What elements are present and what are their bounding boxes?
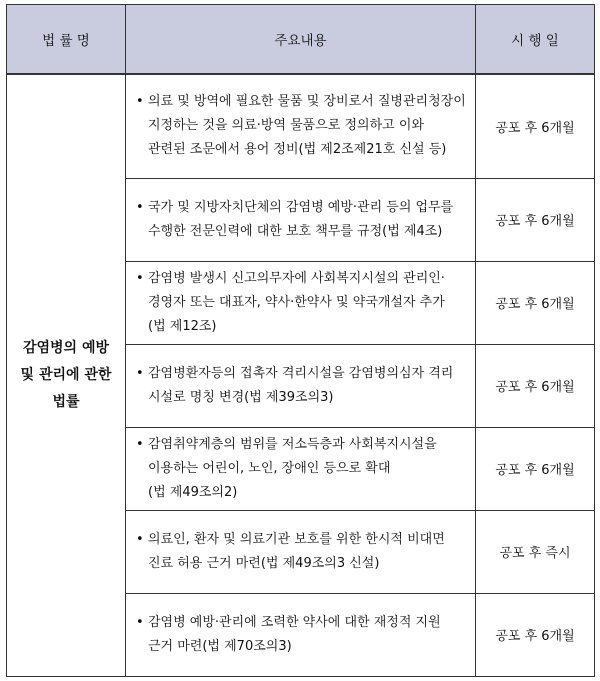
content-line: 지정하는 것을 의료·방역 물품으로 정의하고 이와 [148, 118, 424, 134]
bullet: • [136, 614, 144, 630]
content-line: 관련된 조문에서 용어 정비(법 제2조제21호 신설 등) [148, 142, 447, 158]
header-content: 주요내용 [126, 5, 476, 75]
content-cell [126, 593, 476, 676]
content-line: 근거 마련(법 제70조의3) [148, 638, 292, 654]
bullet: • [136, 94, 144, 110]
bullet: • [136, 436, 144, 452]
content-line: (법 제49조의2) [148, 484, 238, 500]
effective-date-cell: 공포 후 6개월 [476, 74, 595, 178]
content-cell [126, 178, 476, 261]
header-law-name: 법 률 명 [7, 5, 126, 75]
content-line: 감염병 예방·관리에 조력한 약사에 대한 재정적 지원 [148, 614, 441, 630]
content-cell [126, 261, 476, 344]
content-line: 감염병 발생시 신고의무자에 사회복지시설의 관리인· [148, 270, 445, 286]
bullet: • [136, 199, 144, 215]
content-line: 의료인, 환자 및 의료기관 보호를 위한 한시적 비대면 [148, 531, 445, 547]
bullet: • [136, 270, 144, 286]
bullet: • [136, 365, 144, 381]
content-cell [126, 510, 476, 593]
content-cell [126, 74, 476, 178]
table-row [7, 74, 595, 178]
law-amendment-table [6, 4, 595, 677]
content-line: 감염병환자등의 접촉자 격리시설을 감염병의심자 격리 [148, 365, 454, 381]
effective-date-cell: 공포 후 6개월 [476, 427, 595, 510]
content-line: 국가 및 지방자치단체의 감염병 예방·관리 등의 업무를 [148, 199, 454, 215]
header-row [7, 5, 595, 75]
effective-date-cell: 공포 후 6개월 [476, 344, 595, 427]
content-line: (법 제12조) [148, 318, 217, 334]
content-cell [126, 427, 476, 510]
content-line: 수행한 전문인력에 대한 보호 책무를 규정(법 제4조) [148, 223, 443, 239]
law-name-line: 감염병의 예방 [22, 339, 110, 356]
effective-date-cell: 공포 후 6개월 [476, 261, 595, 344]
content-line: 의료 및 방역에 필요한 물품 및 장비로서 질병관리청장이 [148, 94, 466, 110]
content-line: 진료 허용 근거 마련(법 제49조의3 신설) [148, 555, 380, 571]
content-line: 경영자 또는 대표자, 약사·한약사 및 약국개설자 추가 [148, 294, 445, 310]
effective-date-cell: 공포 후 6개월 [476, 593, 595, 676]
law-name-cell [7, 74, 126, 676]
content-cell [126, 344, 476, 427]
content-line: 이용하는 어린이, 노인, 장애인 등으로 확대 [148, 460, 391, 476]
content-line: 시설로 명칭 변경(법 제39조의3) [148, 389, 334, 405]
effective-date-cell: 공포 후 즉시 [476, 510, 595, 593]
bullet: • [136, 531, 144, 547]
header-effective-date: 시 행 일 [476, 5, 595, 75]
law-name-line: 및 관리에 관한 [20, 366, 112, 383]
content-line: 감염취약계층의 범위를 저소득층과 사회복지시설을 [148, 436, 437, 452]
effective-date-cell: 공포 후 6개월 [476, 178, 595, 261]
law-name-line: 법률 [52, 393, 80, 410]
